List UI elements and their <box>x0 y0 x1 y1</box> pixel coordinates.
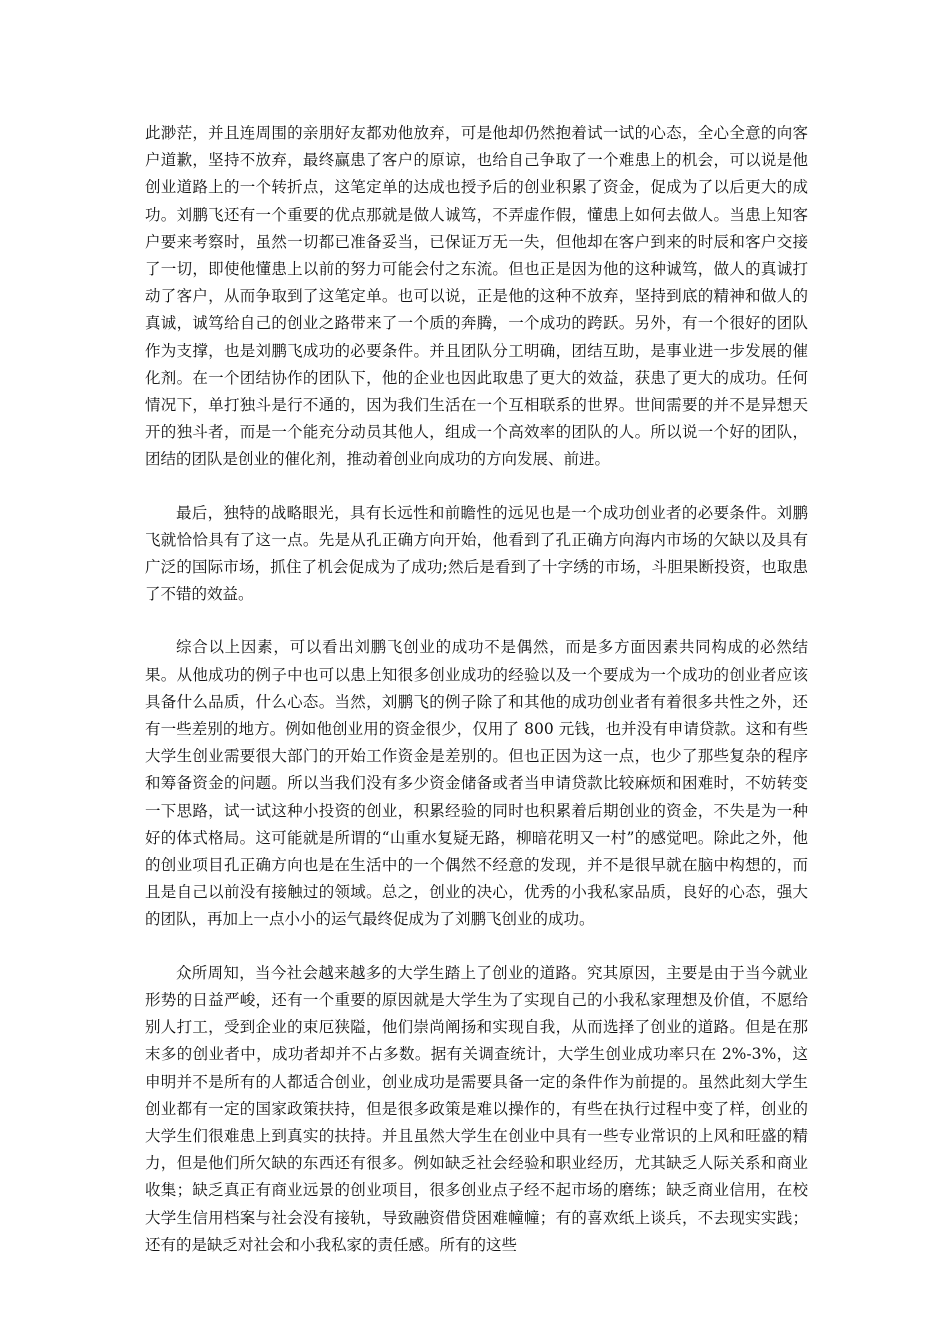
paragraph-4: 众所周知，当今社会越来越多的大学生踏上了创业的道路。究其原因，主要是由于当今就业形势的日益严峻，还有一个重要的原因就是大学生为了实现自己的小我私家理想及价值，不愿给别人打工，受到企业的束厄狭隘，他们崇尚阐扬和实现自我，从而选择了创业的道路。但是在那末多的创业者中，成功者却并不占多数。据有关调查统计，大学生创业成功率只在 2%-3%，这申明并不是所有的人都适合创业，创业成功是需要具备一定的条件作为前提的。虽然此刻大学生创业都有一定的国家政策扶持，但是很多政策是难以操作的，有些在执行过程中变了样，创业的大学生们很难患上到真实的扶持。并且虽然大学生在创业中具有一些专业常识的上风和旺盛的精力，但是他们所欠缺的东西还有很多。例如缺乏社会经验和职业经历，尤其缺乏人际关系和商业收集；缺乏真正有商业远景的创业项目，很多创业点子经不起市场的磨练；缺乏商业信用，在校大学生信用档案与社会没有接轨，导致融资借贷困难幢幢；有的喜欢纸上谈兵，不去现实实践；还有的是缺乏对社会和小我私家的责任感。所有的这些 <box>145 963 808 1254</box>
document-body <box>145 120 808 1285</box>
paragraph-2: 最后，独特的战略眼光，具有长远性和前瞻性的远见也是一个成功创业者的必要条件。刘鹏飞就恰恰具有了这一点。先是从孔正确方向开始，他看到了孔正确方向海内市场的欠缺以及具有广泛的国际市场，抓住了机会促成为了成功;然后是看到了十字绣的市场，斗胆果断投资，也取患了不错的效益。 <box>145 503 808 604</box>
paragraph-3: 综合以上因素，可以看出刘鹏飞创业的成功不是偶然，而是多方面因素共同构成的必然结果。从他成功的例子中也可以患上知很多创业成功的经验以及一个要成为一个成功的创业者应该具备什么品质，什么心态。当然，刘鹏飞的例子除了和其他的成功创业者有着很多共性之外，还有一些差别的地方。例如他创业用的资金很少，仅用了 800 元钱，也并没有申请贷款。这和有些大学生创业需要很大部门的开始工作资金是差别的。但也正因为这一点，也少了那些复杂的程序和筹备资金的问题。所以当我们没有多少资金储备或者当申请贷款比较麻烦和困难时，不妨转变一下思路，试一试这种小投资的创业，积累经验的同时也积累着后期创业的资金，不失是为一种好的体式格局。这可能就是所谓的“山重水复疑无路，柳暗花明又一村”的感觉吧。除此之外，他的创业项目孔正确方向也是在生活中的一个偶然不经意的发现，并不是很早就在脑中构想的，而且是自己以前没有接触过的领域。总之，创业的决心，优秀的小我私家品质，良好的心态，强大的团队，再加上一点小小的运气最终促成为了刘鹏飞创业的成功。 <box>145 638 808 929</box>
paragraph-1: 此渺茫，并且连周围的亲朋好友都劝他放弃，可是他却仍然抱着试一试的心态，全心全意的向客户道歉，坚持不放弃，最终赢患了客户的原谅，也给自己争取了一个难患上的机会，可以说是他创业道路上的一个转折点，这笔定单的达成也授予后的创业积累了资金，促成为了以后更大的成功。刘鹏飞还有一个重要的优点那就是做人诚笃，不弄虚作假，懂患上如何去做人。当患上知客户要来考察时，虽然一切都已准备妥当，已保证万无一失，但他却在客户到来的时辰和客户交接了一切，即使他懂患上以前的努力可能会付之东流。但也正是因为他的这种诚笃，做人的真诚打动了客户，从而争取到了这笔定单。也可以说，正是他的这种不放弃，坚持到底的精神和做人的真诚，诚笃给自己的创业之路带来了一个质的奔腾，一个成功的跨跃。另外，有一个很好的团队作为支撑，也是刘鹏飞成功的必要条件。并且团队分工明确，团结互助，是事业进一步发展的催化剂。在一个团结协作的团队下，他的企业也因此取患了更大的效益，获患了更大的成功。任何情况下，单打独斗是行不通的，因为我们生活在一个互相联系的世界。世间需要的并不是异想天开的独斗者，而是一个能充分动员其他人，组成一个高效率的团队的人。所以说一个好的团队，团结的团队是创业的催化剂，推动着创业向成功的方向发展、前进。 <box>145 124 808 469</box>
